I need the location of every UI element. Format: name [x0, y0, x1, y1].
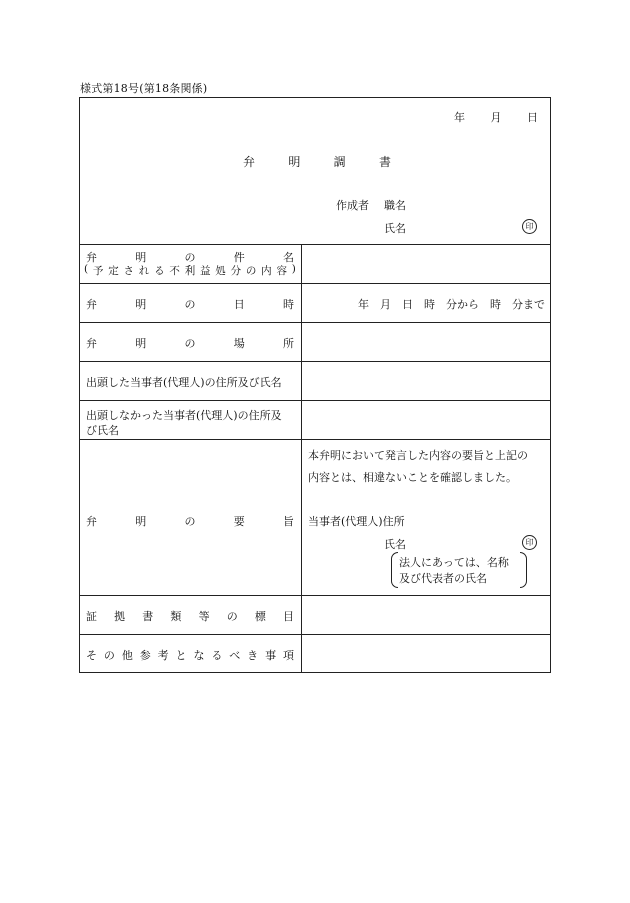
seal-mark: 印 — [522, 535, 537, 550]
label-char: 拠 — [114, 610, 126, 623]
position-label: 職名 — [384, 199, 406, 212]
label-char: 不 — [169, 265, 180, 277]
label-char: 弁 — [86, 298, 97, 311]
label-char: 明 — [135, 515, 147, 528]
label-char: 名 — [283, 251, 294, 264]
label-char: の — [226, 610, 238, 623]
label-char: 処 — [215, 265, 226, 277]
datetime-value: 年 月 日 時 分から 時 分まで — [358, 298, 545, 311]
label-char: 場 — [233, 337, 245, 350]
label-char: 証 — [86, 610, 97, 623]
label-place — [86, 335, 294, 351]
form-table — [79, 97, 551, 673]
label-char: 定 — [108, 265, 119, 277]
label-char: 弁 — [86, 251, 97, 264]
label-char: と — [175, 649, 187, 662]
label-char: ( — [84, 263, 89, 275]
label-char: 内 — [261, 265, 272, 277]
row-divider — [80, 400, 550, 401]
label-char: 書 — [142, 610, 154, 623]
column-divider — [301, 244, 302, 672]
label-char: 参 — [139, 649, 151, 662]
label-char: 益 — [199, 265, 211, 277]
bracket-left — [391, 552, 398, 588]
label-char: 明 — [135, 298, 147, 311]
confirm-text-line1: 本弁明において発言した内容の要旨と上記の — [308, 449, 528, 462]
label-char: の — [103, 649, 115, 662]
label-char: の — [184, 298, 196, 311]
corp-note-line1: 法人にあっては、名称 — [399, 556, 509, 569]
label-char: そ — [86, 649, 97, 662]
row-divider — [80, 322, 550, 323]
row-divider — [80, 439, 550, 440]
label-char: 他 — [121, 649, 133, 662]
seal-mark: 印 — [522, 219, 537, 234]
date-line — [454, 109, 538, 125]
party-address-label: 当事者(代理人)住所 — [308, 515, 405, 528]
label-char: 分 — [230, 265, 242, 277]
label-char: 日 — [233, 298, 245, 311]
label-char: 容 — [276, 265, 287, 277]
document-title — [243, 153, 391, 170]
label-char: 等 — [198, 610, 210, 623]
party-name-label: 氏名 — [384, 538, 406, 551]
label-char: る — [154, 265, 165, 277]
label-char: の — [184, 337, 196, 350]
year-label: 年 — [454, 111, 465, 124]
label-other — [86, 647, 294, 663]
month-label: 月 — [490, 111, 502, 124]
label-char: べ — [229, 649, 241, 662]
label-attended-party: 出頭した当事者(代理人)の住所及び氏名 — [86, 376, 282, 389]
label-char: 明 — [135, 337, 147, 350]
corp-note-line2: 及び代表者の氏名 — [399, 572, 487, 585]
label-char: 予 — [92, 265, 104, 277]
label-char: さ — [123, 265, 134, 277]
bracket-right — [520, 552, 527, 588]
label-char: 件 — [233, 251, 245, 264]
label-char: 項 — [282, 649, 294, 662]
label-char: 事 — [265, 649, 277, 662]
day-label: 日 — [527, 111, 538, 124]
label-char: 標 — [254, 610, 266, 623]
label-char: き — [247, 649, 259, 662]
form-caption: 様式第18号(第18条関係) — [80, 82, 208, 95]
label-char: 考 — [157, 649, 169, 662]
label-char: の — [184, 251, 196, 264]
label-absent-party-line1: 出頭しなかった当事者(代理人)の住所及 — [86, 409, 282, 422]
confirm-text-line2: 内容とは、相違ないことを確認しました。 — [308, 471, 517, 484]
label-char: 要 — [233, 515, 245, 528]
title-char: 調 — [333, 155, 346, 169]
label-subject-sub — [84, 263, 296, 278]
title-char: 弁 — [243, 155, 256, 169]
label-char: 所 — [283, 337, 294, 350]
label-char: れ — [138, 265, 150, 277]
label-char: な — [193, 649, 205, 662]
row-divider — [80, 634, 550, 635]
label-char: 弁 — [86, 515, 97, 528]
label-char: 目 — [282, 610, 294, 623]
label-char: 時 — [283, 298, 294, 311]
label-char: 弁 — [86, 337, 97, 350]
label-char: る — [211, 649, 223, 662]
label-char: 旨 — [283, 515, 294, 528]
row-divider — [80, 361, 550, 362]
label-datetime — [86, 296, 294, 312]
row-divider — [80, 595, 550, 596]
title-char: 書 — [378, 155, 391, 169]
row-divider — [80, 283, 550, 284]
label-evidence — [86, 608, 294, 624]
title-char: 明 — [288, 155, 301, 169]
corp-note — [391, 552, 527, 586]
label-char: の — [245, 265, 257, 277]
label-summary — [86, 513, 294, 529]
author-label: 作成者 — [336, 199, 369, 212]
label-char: 明 — [135, 251, 147, 264]
label-char: ) — [291, 263, 296, 275]
label-char: 類 — [170, 610, 182, 623]
label-char: の — [184, 515, 196, 528]
label-char: 利 — [184, 265, 196, 277]
row-divider — [80, 244, 550, 245]
label-absent-party-line2: び氏名 — [86, 424, 119, 437]
name-label: 氏名 — [384, 222, 406, 235]
